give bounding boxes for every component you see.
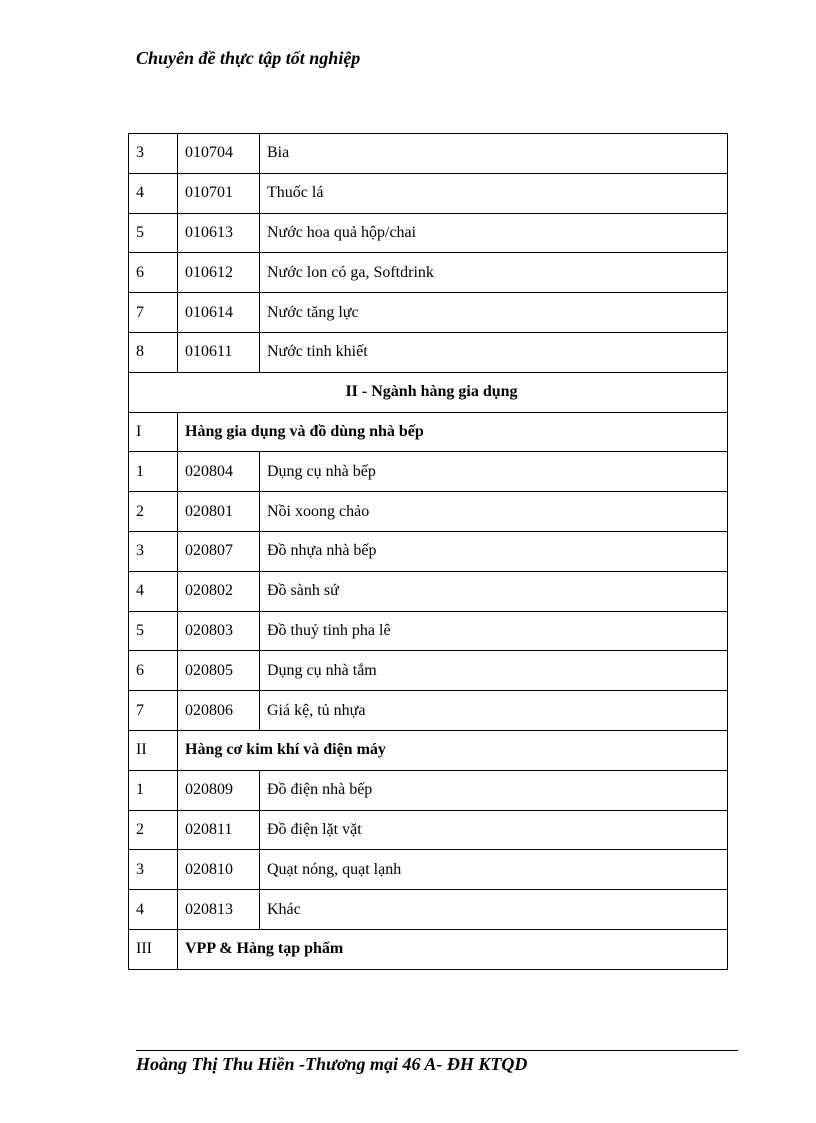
product-code-cell: 010611 xyxy=(178,332,260,372)
product-code-cell: 020801 xyxy=(178,492,260,532)
product-name-cell: Giá kệ, tủ nhựa xyxy=(260,691,728,731)
product-name-cell: Đồ điện nhà bếp xyxy=(260,770,728,810)
product-name-cell: Nước tinh khiết xyxy=(260,332,728,372)
row-number-cell: 7 xyxy=(129,293,178,333)
section-header-row xyxy=(129,372,728,412)
row-number-cell: 3 xyxy=(129,850,178,890)
product-name-cell: Đồ nhựa nhà bếp xyxy=(260,531,728,571)
group-number-cell: II xyxy=(129,730,178,770)
group-number-cell: III xyxy=(129,929,178,969)
group-header-row xyxy=(129,412,728,452)
product-name-cell: Dụng cụ nhà bếp xyxy=(260,452,728,492)
product-code-cell: 020810 xyxy=(178,850,260,890)
group-title-cell: Hàng gia dụng và đồ dùng nhà bếp xyxy=(178,412,728,452)
table-row xyxy=(129,173,728,213)
table-row xyxy=(129,571,728,611)
table-row xyxy=(129,850,728,890)
row-number-cell: 4 xyxy=(129,173,178,213)
row-number-cell: 3 xyxy=(129,134,178,174)
group-title-cell: Hàng cơ kim khí và điện máy xyxy=(178,730,728,770)
group-header-row xyxy=(129,730,728,770)
product-name-cell: Bia xyxy=(260,134,728,174)
product-code-cell: 020802 xyxy=(178,571,260,611)
product-code-cell: 020809 xyxy=(178,770,260,810)
row-number-cell: 3 xyxy=(129,531,178,571)
product-name-cell: Quạt nóng, quạt lạnh xyxy=(260,850,728,890)
table-body xyxy=(129,134,728,970)
product-name-cell: Nồi xoong chảo xyxy=(260,492,728,532)
product-code-cell: 020806 xyxy=(178,691,260,731)
table-row xyxy=(129,452,728,492)
table-row xyxy=(129,492,728,532)
table-row xyxy=(129,332,728,372)
table-row xyxy=(129,253,728,293)
table-row xyxy=(129,890,728,930)
product-name-cell: Nước lon có ga, Softdrink xyxy=(260,253,728,293)
product-code-cell: 020811 xyxy=(178,810,260,850)
product-code-cell: 010704 xyxy=(178,134,260,174)
table-row xyxy=(129,611,728,651)
product-code-cell: 020803 xyxy=(178,611,260,651)
table-row xyxy=(129,770,728,810)
product-name-cell: Đồ thuỷ tinh pha lê xyxy=(260,611,728,651)
row-number-cell: 2 xyxy=(129,810,178,850)
product-name-cell: Đồ điện lặt vặt xyxy=(260,810,728,850)
table-row xyxy=(129,691,728,731)
table-row xyxy=(129,213,728,253)
product-name-cell: Đồ sành sứ xyxy=(260,571,728,611)
product-code-cell: 020804 xyxy=(178,452,260,492)
page-footer-text: Hoàng Thị Thu Hiền -Thương mại 46 A- ĐH KTQD xyxy=(136,1054,528,1074)
product-code-cell: 020807 xyxy=(178,531,260,571)
group-title-cell: VPP & Hàng tạp phẩm xyxy=(178,929,728,969)
row-number-cell: 6 xyxy=(129,253,178,293)
product-code-cell: 010612 xyxy=(178,253,260,293)
table-row xyxy=(129,293,728,333)
row-number-cell: 1 xyxy=(129,452,178,492)
product-code-cell: 010701 xyxy=(178,173,260,213)
product-category-table xyxy=(128,133,728,970)
row-number-cell: 4 xyxy=(129,571,178,611)
row-number-cell: 5 xyxy=(129,611,178,651)
product-name-cell: Dụng cụ nhà tắm xyxy=(260,651,728,691)
row-number-cell: 2 xyxy=(129,492,178,532)
product-code-cell: 010613 xyxy=(178,213,260,253)
product-name-cell: Thuốc lá xyxy=(260,173,728,213)
product-code-cell: 010614 xyxy=(178,293,260,333)
row-number-cell: 7 xyxy=(129,691,178,731)
product-name-cell: Khác xyxy=(260,890,728,930)
table-row xyxy=(129,531,728,571)
footer-divider xyxy=(136,1050,738,1051)
row-number-cell: 8 xyxy=(129,332,178,372)
row-number-cell: 4 xyxy=(129,890,178,930)
group-header-row xyxy=(129,929,728,969)
table-row xyxy=(129,810,728,850)
row-number-cell: 1 xyxy=(129,770,178,810)
row-number-cell: 6 xyxy=(129,651,178,691)
product-code-cell: 020813 xyxy=(178,890,260,930)
page-header-title: Chuyên đề thực tập tốt nghiệp xyxy=(136,48,361,68)
section-title-cell: II - Ngành hàng gia dụng xyxy=(129,372,728,412)
product-name-cell: Nước tăng lực xyxy=(260,293,728,333)
product-name-cell: Nước hoa quả hộp/chai xyxy=(260,213,728,253)
table-row xyxy=(129,134,728,174)
row-number-cell: 5 xyxy=(129,213,178,253)
product-code-cell: 020805 xyxy=(178,651,260,691)
table-row xyxy=(129,651,728,691)
group-number-cell: I xyxy=(129,412,178,452)
